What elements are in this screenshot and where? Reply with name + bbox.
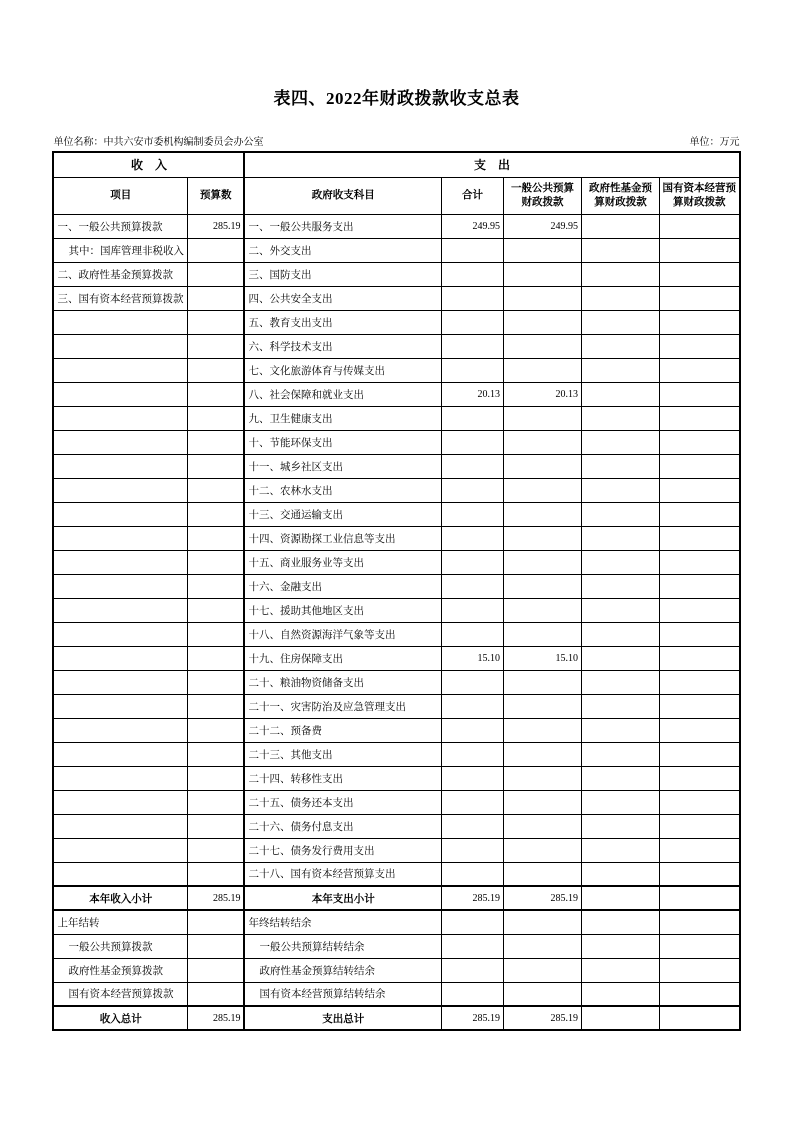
expense-state-capital-cell	[659, 526, 739, 550]
expense-total-cell	[441, 598, 503, 622]
table-row	[53, 214, 739, 238]
expense-state-capital-cell	[659, 286, 739, 310]
expense-total-cell	[441, 958, 503, 982]
expense-state-capital-cell	[659, 238, 739, 262]
table-row	[53, 814, 739, 838]
expense-state-capital-cell	[659, 934, 739, 958]
expense-total-cell	[441, 238, 503, 262]
expense-item-cell: 七、文化旅游体育与传媒支出	[244, 358, 441, 382]
expense-state-capital-cell	[659, 742, 739, 766]
expense-state-capital-cell	[659, 430, 739, 454]
income-item-cell	[53, 430, 187, 454]
expense-government-fund-cell	[581, 406, 659, 430]
table-row	[53, 886, 739, 910]
expense-item-cell: 十八、自然资源海洋气象等支出	[244, 622, 441, 646]
income-item-cell	[53, 358, 187, 382]
income-budget-cell	[187, 238, 244, 262]
expense-total-cell	[441, 358, 503, 382]
income-item-cell	[53, 310, 187, 334]
income-item-cell	[53, 670, 187, 694]
expense-total-cell	[441, 718, 503, 742]
income-item-cell	[53, 790, 187, 814]
expense-total-cell	[441, 814, 503, 838]
expense-general-budget-cell	[503, 310, 581, 334]
expense-item-cell: 年终结转结余	[244, 910, 441, 934]
column-header-government-fund-budget: 政府性基金预算财政拨款	[581, 177, 659, 214]
expense-total-cell: 249.95	[441, 214, 503, 238]
expense-item-cell: 二十七、债务发行费用支出	[244, 838, 441, 862]
expense-item-cell: 政府性基金预算结转结余	[244, 958, 441, 982]
expense-state-capital-cell	[659, 334, 739, 358]
table-row	[53, 742, 739, 766]
income-budget-cell	[187, 310, 244, 334]
income-budget-cell	[187, 286, 244, 310]
income-item-cell	[53, 694, 187, 718]
expense-item-cell: 一般公共预算结转结余	[244, 934, 441, 958]
expense-general-budget-cell: 249.95	[503, 214, 581, 238]
expense-general-budget-cell	[503, 526, 581, 550]
table-row	[53, 454, 739, 478]
expense-item-cell: 十六、金融支出	[244, 574, 441, 598]
currency-unit-label: 单位：万元	[689, 137, 740, 148]
expense-item-cell: 二十五、债务还本支出	[244, 790, 441, 814]
expense-total-cell: 285.19	[441, 1006, 503, 1030]
expense-total-cell	[441, 550, 503, 574]
expense-general-budget-cell: 15.10	[503, 646, 581, 670]
table-row	[53, 382, 739, 406]
expense-total-cell	[441, 310, 503, 334]
expense-general-budget-cell	[503, 742, 581, 766]
expense-general-budget-cell	[503, 574, 581, 598]
income-item-cell	[53, 622, 187, 646]
expense-state-capital-cell	[659, 718, 739, 742]
table-row	[53, 838, 739, 862]
table-row	[53, 718, 739, 742]
expense-total-cell	[441, 766, 503, 790]
expense-government-fund-cell	[581, 574, 659, 598]
expense-total-cell	[441, 262, 503, 286]
expense-government-fund-cell	[581, 262, 659, 286]
expense-item-cell: 二十八、国有资本经营预算支出	[244, 862, 441, 886]
header-group-row	[53, 152, 739, 177]
income-budget-cell	[187, 670, 244, 694]
expense-government-fund-cell	[581, 910, 659, 934]
expense-state-capital-cell	[659, 862, 739, 886]
expense-item-cell: 十三、交通运输支出	[244, 502, 441, 526]
expense-item-cell: 八、社会保障和就业支出	[244, 382, 441, 406]
income-budget-cell	[187, 790, 244, 814]
column-header-income-item: 项目	[53, 177, 187, 214]
expense-government-fund-cell	[581, 934, 659, 958]
expense-government-fund-cell	[581, 454, 659, 478]
expense-total-cell	[441, 694, 503, 718]
expense-government-fund-cell	[581, 502, 659, 526]
expense-total-cell	[441, 670, 503, 694]
expense-item-cell: 支出总计	[244, 1006, 441, 1030]
income-item-cell	[53, 502, 187, 526]
income-item-cell: 其中：国库管理非税收入	[53, 238, 187, 262]
table-row	[53, 574, 739, 598]
expense-general-budget-cell	[503, 910, 581, 934]
income-item-cell: 一般公共预算拨款	[53, 934, 187, 958]
expense-government-fund-cell	[581, 670, 659, 694]
income-item-cell	[53, 454, 187, 478]
table-row	[53, 238, 739, 262]
expense-item-cell: 一、一般公共服务支出	[244, 214, 441, 238]
income-budget-cell	[187, 910, 244, 934]
expense-total-cell	[441, 862, 503, 886]
expense-government-fund-cell	[581, 286, 659, 310]
expense-item-cell: 四、公共安全支出	[244, 286, 441, 310]
unit-name-label: 单位名称：中共六安市委机构编制委员会办公室	[53, 137, 264, 148]
column-header-general-public-budget: 一般公共预算财政拨款	[503, 177, 581, 214]
expense-general-budget-cell	[503, 958, 581, 982]
column-header-expense-subject: 政府收支科目	[244, 177, 441, 214]
expense-government-fund-cell	[581, 598, 659, 622]
income-budget-cell	[187, 550, 244, 574]
expense-general-budget-cell	[503, 622, 581, 646]
table-row	[53, 646, 739, 670]
income-item-cell	[53, 742, 187, 766]
expense-item-cell: 二十、粮油物资储备支出	[244, 670, 441, 694]
expense-item-cell: 五、教育支出支出	[244, 310, 441, 334]
table-row	[53, 478, 739, 502]
expense-total-cell	[441, 910, 503, 934]
income-budget-cell	[187, 262, 244, 286]
expense-item-cell: 二十二、预备费	[244, 718, 441, 742]
expense-government-fund-cell	[581, 238, 659, 262]
expense-state-capital-cell	[659, 790, 739, 814]
table-row	[53, 310, 739, 334]
table-row	[53, 670, 739, 694]
expense-item-cell: 十二、农林水支出	[244, 478, 441, 502]
table-row	[53, 502, 739, 526]
expense-general-budget-cell	[503, 358, 581, 382]
expense-state-capital-cell	[659, 574, 739, 598]
meta-line	[54, 133, 740, 148]
expense-state-capital-cell	[659, 454, 739, 478]
header-columns-row	[53, 177, 739, 214]
income-item-cell	[53, 526, 187, 550]
expense-total-cell: 15.10	[441, 646, 503, 670]
expense-government-fund-cell	[581, 790, 659, 814]
expense-item-cell: 国有资本经营预算结转结余	[244, 982, 441, 1006]
expense-general-budget-cell	[503, 790, 581, 814]
expense-general-budget-cell	[503, 598, 581, 622]
expense-item-cell: 二十三、其他支出	[244, 742, 441, 766]
expense-general-budget-cell	[503, 334, 581, 358]
expense-general-budget-cell	[503, 814, 581, 838]
column-header-state-capital-budget: 国有资本经营预算财政拨款	[659, 177, 739, 214]
table-row	[53, 790, 739, 814]
budget-table	[52, 151, 740, 1031]
income-item-cell: 上年结转	[53, 910, 187, 934]
expense-general-budget-cell	[503, 694, 581, 718]
income-budget-cell	[187, 862, 244, 886]
income-budget-cell	[187, 982, 244, 1006]
income-item-cell	[53, 334, 187, 358]
table-row	[53, 934, 739, 958]
expense-state-capital-cell	[659, 262, 739, 286]
income-budget-cell	[187, 478, 244, 502]
expense-state-capital-cell	[659, 502, 739, 526]
expense-state-capital-cell	[659, 766, 739, 790]
income-budget-cell	[187, 694, 244, 718]
income-budget-cell	[187, 838, 244, 862]
table-row	[53, 766, 739, 790]
expense-item-cell: 本年支出小计	[244, 886, 441, 910]
expense-state-capital-cell	[659, 1006, 739, 1030]
expense-government-fund-cell	[581, 982, 659, 1006]
expense-total-cell	[441, 406, 503, 430]
expense-government-fund-cell	[581, 334, 659, 358]
table-row	[53, 358, 739, 382]
expense-general-budget-cell	[503, 934, 581, 958]
table-row	[53, 286, 739, 310]
expense-government-fund-cell	[581, 862, 659, 886]
expense-general-budget-cell	[503, 262, 581, 286]
table-row	[53, 526, 739, 550]
expense-government-fund-cell	[581, 550, 659, 574]
expense-general-budget-cell	[503, 718, 581, 742]
expense-general-budget-cell	[503, 430, 581, 454]
expense-total-cell	[441, 478, 503, 502]
expense-total-cell	[441, 454, 503, 478]
expense-item-cell: 十七、援助其他地区支出	[244, 598, 441, 622]
expense-state-capital-cell	[659, 358, 739, 382]
table-row	[53, 334, 739, 358]
income-budget-cell	[187, 934, 244, 958]
expense-general-budget-cell	[503, 838, 581, 862]
expense-item-cell: 十一、城乡社区支出	[244, 454, 441, 478]
table-row	[53, 1006, 739, 1030]
expense-item-cell: 二、外交支出	[244, 238, 441, 262]
expense-state-capital-cell	[659, 814, 739, 838]
expense-government-fund-cell	[581, 646, 659, 670]
income-budget-cell	[187, 646, 244, 670]
income-item-cell	[53, 574, 187, 598]
expense-state-capital-cell	[659, 910, 739, 934]
expense-total-cell	[441, 982, 503, 1006]
column-header-income-budget: 预算数	[187, 177, 244, 214]
expense-government-fund-cell	[581, 1006, 659, 1030]
expense-government-fund-cell	[581, 382, 659, 406]
income-item-cell	[53, 862, 187, 886]
income-budget-cell	[187, 814, 244, 838]
expense-government-fund-cell	[581, 358, 659, 382]
expense-item-cell: 三、国防支出	[244, 262, 441, 286]
income-item-cell: 政府性基金预算拨款	[53, 958, 187, 982]
expense-general-budget-cell	[503, 454, 581, 478]
expense-general-budget-cell	[503, 982, 581, 1006]
expense-general-budget-cell	[503, 238, 581, 262]
expense-state-capital-cell	[659, 694, 739, 718]
expense-government-fund-cell	[581, 694, 659, 718]
table-row	[53, 550, 739, 574]
expense-government-fund-cell	[581, 886, 659, 910]
expense-government-fund-cell	[581, 214, 659, 238]
table-row	[53, 598, 739, 622]
expense-government-fund-cell	[581, 766, 659, 790]
expense-state-capital-cell	[659, 622, 739, 646]
income-budget-cell	[187, 358, 244, 382]
income-budget-cell: 285.19	[187, 1006, 244, 1030]
expense-total-cell	[441, 574, 503, 598]
expense-general-budget-cell	[503, 406, 581, 430]
expense-government-fund-cell	[581, 814, 659, 838]
expense-item-cell: 十五、商业服务业等支出	[244, 550, 441, 574]
column-header-expense-total: 合计	[441, 177, 503, 214]
income-item-cell: 国有资本经营预算拨款	[53, 982, 187, 1006]
expense-state-capital-cell	[659, 670, 739, 694]
income-budget-cell	[187, 430, 244, 454]
table-row	[53, 622, 739, 646]
expense-total-cell	[441, 526, 503, 550]
income-item-cell: 三、国有资本经营预算拨款	[53, 286, 187, 310]
expense-total-cell	[441, 790, 503, 814]
table-row	[53, 958, 739, 982]
expense-total-cell	[441, 622, 503, 646]
expense-item-cell: 二十一、灾害防治及应急管理支出	[244, 694, 441, 718]
expense-state-capital-cell	[659, 982, 739, 1006]
expense-general-budget-cell	[503, 766, 581, 790]
income-item-cell	[53, 646, 187, 670]
expense-state-capital-cell	[659, 310, 739, 334]
income-budget-cell	[187, 406, 244, 430]
income-budget-cell	[187, 526, 244, 550]
table-row	[53, 982, 739, 1006]
expense-state-capital-cell	[659, 958, 739, 982]
income-group-header: 收 入	[53, 152, 244, 177]
page-title: 表四、2022年财政拨款收支总表	[273, 89, 520, 108]
income-budget-cell	[187, 574, 244, 598]
income-budget-cell	[187, 334, 244, 358]
expense-government-fund-cell	[581, 958, 659, 982]
expense-government-fund-cell	[581, 478, 659, 502]
expense-state-capital-cell	[659, 598, 739, 622]
expense-general-budget-cell	[503, 670, 581, 694]
income-item-cell	[53, 598, 187, 622]
table-row	[53, 430, 739, 454]
table-row	[53, 262, 739, 286]
expense-total-cell: 20.13	[441, 382, 503, 406]
expense-state-capital-cell	[659, 214, 739, 238]
expense-government-fund-cell	[581, 622, 659, 646]
income-item-cell	[53, 838, 187, 862]
expense-state-capital-cell	[659, 886, 739, 910]
expense-total-cell	[441, 430, 503, 454]
income-budget-cell: 285.19	[187, 886, 244, 910]
income-item-cell	[53, 814, 187, 838]
expense-government-fund-cell	[581, 838, 659, 862]
expense-government-fund-cell	[581, 310, 659, 334]
table-row	[53, 862, 739, 886]
expense-state-capital-cell	[659, 550, 739, 574]
expense-government-fund-cell	[581, 718, 659, 742]
expense-total-cell: 285.19	[441, 886, 503, 910]
income-budget-cell	[187, 766, 244, 790]
expense-state-capital-cell	[659, 382, 739, 406]
income-budget-cell	[187, 454, 244, 478]
expense-general-budget-cell	[503, 502, 581, 526]
expense-general-budget-cell: 20.13	[503, 382, 581, 406]
expense-state-capital-cell	[659, 646, 739, 670]
income-budget-cell	[187, 742, 244, 766]
expense-item-cell: 二十六、债务付息支出	[244, 814, 441, 838]
expense-government-fund-cell	[581, 742, 659, 766]
table-row	[53, 694, 739, 718]
expense-state-capital-cell	[659, 406, 739, 430]
expense-item-cell: 十、节能环保支出	[244, 430, 441, 454]
income-item-cell	[53, 478, 187, 502]
expense-general-budget-cell: 285.19	[503, 886, 581, 910]
expense-item-cell: 九、卫生健康支出	[244, 406, 441, 430]
income-budget-cell: 285.19	[187, 214, 244, 238]
income-budget-cell	[187, 622, 244, 646]
income-item-cell	[53, 550, 187, 574]
expense-state-capital-cell	[659, 478, 739, 502]
expense-total-cell	[441, 334, 503, 358]
table-row	[53, 406, 739, 430]
expense-item-cell: 十四、资源勘探工业信息等支出	[244, 526, 441, 550]
income-item-cell: 一、一般公共预算拨款	[53, 214, 187, 238]
income-budget-cell	[187, 502, 244, 526]
expense-group-header: 支 出	[244, 152, 739, 177]
income-item-cell: 收入总计	[53, 1006, 187, 1030]
expense-total-cell	[441, 838, 503, 862]
expense-total-cell	[441, 502, 503, 526]
expense-general-budget-cell	[503, 862, 581, 886]
expense-government-fund-cell	[581, 430, 659, 454]
table-row	[53, 910, 739, 934]
table-body	[53, 214, 739, 1030]
expense-item-cell: 二十四、转移性支出	[244, 766, 441, 790]
income-item-cell: 二、政府性基金预算拨款	[53, 262, 187, 286]
income-item-cell	[53, 766, 187, 790]
expense-total-cell	[441, 286, 503, 310]
expense-general-budget-cell: 285.19	[503, 1006, 581, 1030]
income-item-cell	[53, 382, 187, 406]
income-budget-cell	[187, 598, 244, 622]
expense-state-capital-cell	[659, 838, 739, 862]
income-item-cell	[53, 406, 187, 430]
income-budget-cell	[187, 382, 244, 406]
expense-general-budget-cell	[503, 478, 581, 502]
income-budget-cell	[187, 718, 244, 742]
expense-total-cell	[441, 934, 503, 958]
expense-total-cell	[441, 742, 503, 766]
expense-general-budget-cell	[503, 286, 581, 310]
income-item-cell: 本年收入小计	[53, 886, 187, 910]
expense-general-budget-cell	[503, 550, 581, 574]
expense-government-fund-cell	[581, 526, 659, 550]
expense-item-cell: 六、科学技术支出	[244, 334, 441, 358]
income-budget-cell	[187, 958, 244, 982]
expense-item-cell: 十九、住房保障支出	[244, 646, 441, 670]
income-item-cell	[53, 718, 187, 742]
